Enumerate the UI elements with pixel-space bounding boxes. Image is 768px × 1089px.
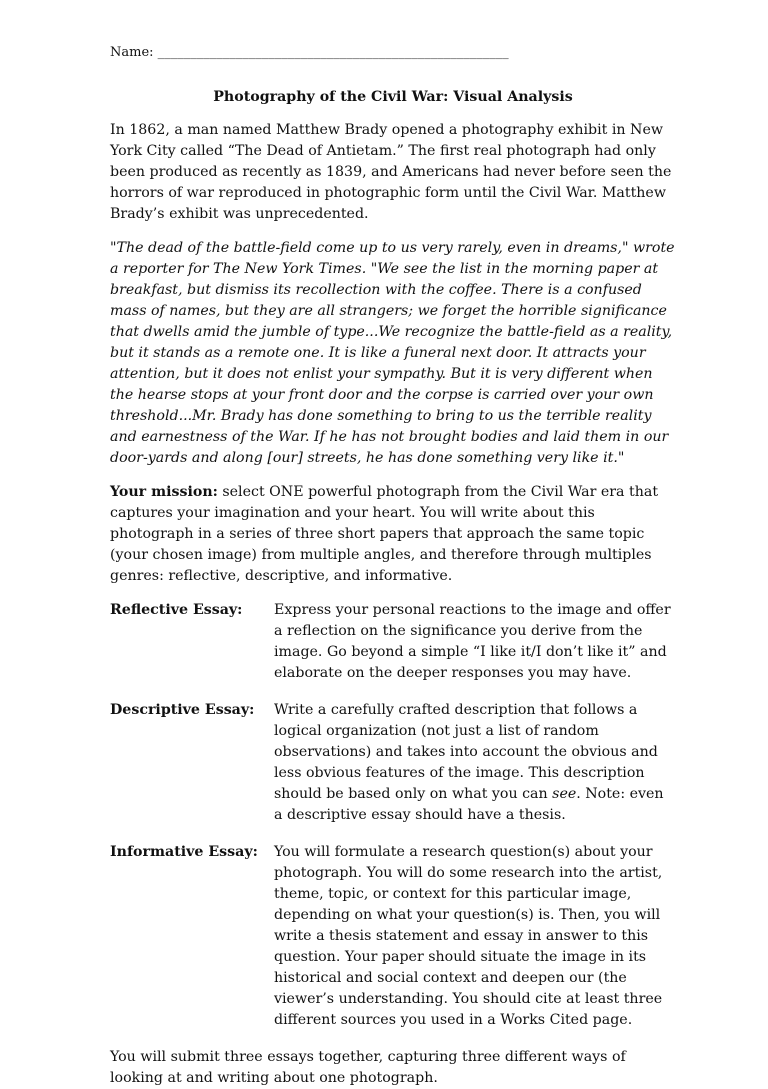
name-line [110, 42, 676, 63]
quote-paragraph: "The dead of the battle-field come up to us very rarely, even in dreams," wrote a reporter for The New York Times. "We see the list in the morning paper at breakfast, but dismiss its recollection with the coffee. There is a confused mass of names, but they are all strangers; we forget the horrible significance that dwells amid the jumble of type...We recognize the battle-field as a reality, but it stands as a remote one. It is like a funeral next door. It attracts your attention, but it does not enlist your sympathy. But it is very different when the hearse stops at your front door and the corpse is carried over your own threshold...Mr. Brady has done something to bring to us the terrible reality and earnestness of the War. If he has not brought bodies and laid them in our door-yards and along [our] streets, he has done something very like it." [110, 240, 675, 466]
descriptive-text-emphasis: see [552, 786, 577, 802]
mission-label: Your mission: [110, 484, 218, 500]
essay-row-informative [110, 842, 676, 1031]
name-label: Name: [110, 45, 154, 60]
closing-paragraph: You will submit three essays together, capturing three different ways of looking at and writing about one photograph. [110, 1049, 626, 1086]
essay-desc-informative: You will formulate a research question(s) about your photograph. You will do some research into the artist, theme, topic, or context for this particular image, depending on what your question(s) is. Then, you will write a thesis statement and essay in answer to this question. Your paper should situate the image in its historical and social context and deepen our (the viewer’s understanding. You should cite at least three different sources you used in a Works Cited page. [274, 844, 663, 1028]
descriptive-text-after: . Note: even a descriptive essay should have a thesis. [274, 786, 664, 823]
mission-paragraph [110, 482, 676, 587]
essay-label-informative: Informative Essay: [110, 844, 258, 860]
essay-row-descriptive [110, 700, 676, 826]
essay-label-descriptive: Descriptive Essay: [110, 702, 255, 718]
essay-desc-reflective: Express your personal reactions to the image and offer a reflection on the significance you derive from the image. Go beyond a simple “I like it/I don’t like it” and elaborate on the deeper responses you may have. [274, 602, 671, 681]
document-title: Photography of the Civil War: Visual Analysis [213, 89, 573, 105]
essay-label-reflective: Reflective Essay: [110, 602, 243, 618]
intro-paragraph: In 1862, a man named Matthew Brady opened a photography exhibit in New York City called “The Dead of Antietam.” The first real photograph had only been produced as recently as 1839, and Americans had never before seen the horrors of war reproduced in photographic form until the Civil War. Matthew Brady’s exhibit was unprecedented. [110, 122, 672, 222]
essay-row-reflective [110, 600, 676, 684]
name-blank: ______________________________________________________ [157, 45, 509, 60]
mission-text: select ONE powerful photograph from the Civil War era that captures your imagination and your heart. You will write about this photograph in a series of three short papers that approach the same topic (your chosen image) from multiple angles, and therefore through multiples genres: reflective, descriptive, and informative. [110, 484, 659, 584]
descriptive-text-before: Write a carefully crafted description that follows a logical organization (not just a list of random observations) and takes into account the obvious and less obvious features of the image. This description should be based only on what you can [274, 702, 658, 802]
essay-desc-descriptive [274, 700, 676, 826]
